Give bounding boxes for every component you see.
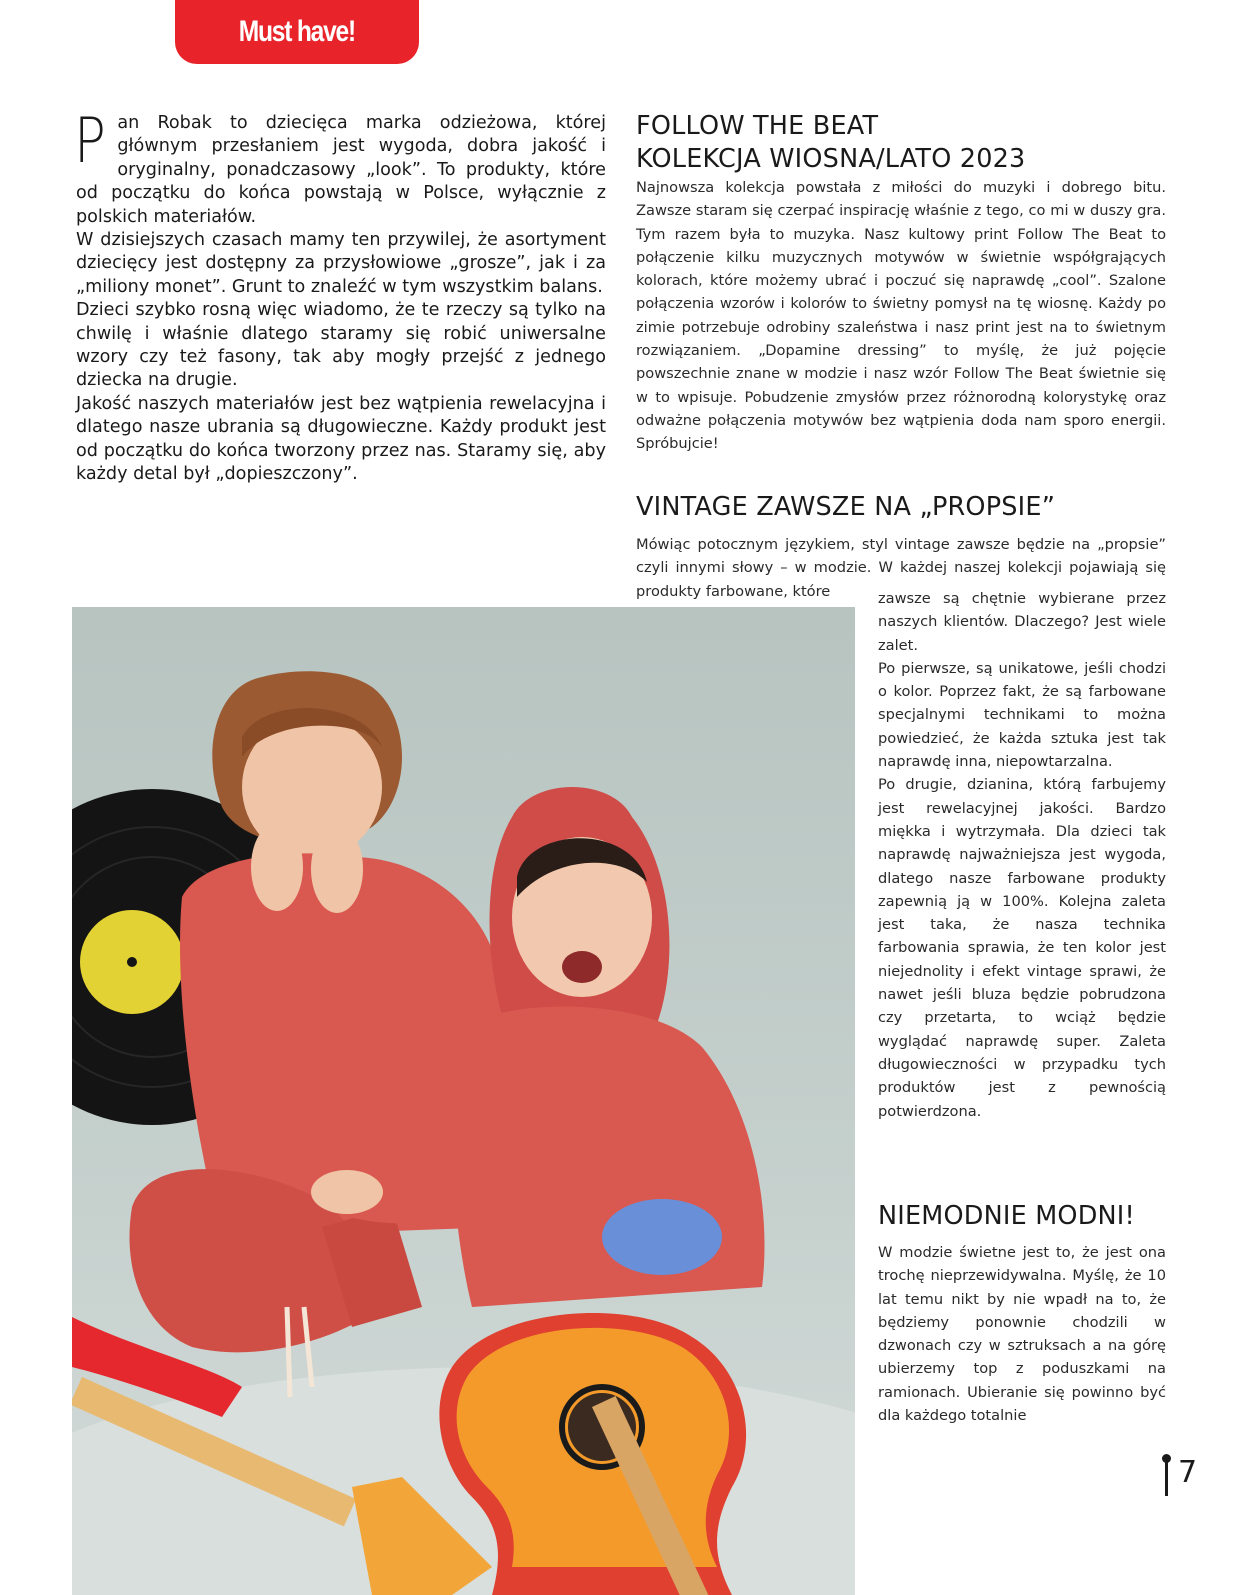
section-title: NIEMODNIE MODNI! xyxy=(878,1201,1135,1231)
left-child xyxy=(130,671,510,1397)
section-tab-label: Must have! xyxy=(238,15,356,48)
intro-column xyxy=(74,104,606,487)
intro-paragraph-3: Dzieci szybko rosną więc wiadomo, że te rzeczy są tylko na chwilę i właśnie dlatego staramy się robić uniwersalne wzory czy też fasony, tak aby mogły przejść z jednego dziecka na drugie. xyxy=(76,300,606,391)
section-niemodnie-modni xyxy=(878,1200,1166,1427)
section-tab-must-have xyxy=(175,0,419,64)
intro-paragraph-4: Jakość naszych materiałów jest bez wątpienia rewelacyjna i dlatego nasze ubrania są długowieczne. Każdy produkt jest od początku do końca tworzony przez nas. Staramy się, aby każdy detal był „dopieszczony”. xyxy=(76,393,606,485)
section-title-line-2: KOLEKCJA WIOSNA/LATO 2023 xyxy=(636,144,1026,174)
section-follow-the-beat xyxy=(636,110,1166,456)
page-number xyxy=(1165,1456,1197,1496)
section-title-line-1: FOLLOW THE BEAT xyxy=(636,111,879,141)
page-number-rule xyxy=(1165,1456,1168,1496)
section-body-wide: Mówiąc potocznym językiem, styl vintage zawsze będzie na „propsie” czyli innymi słowy – w modzie. W każdej naszej kolekcji pojawiają się produkty farbowane, które xyxy=(636,536,1166,600)
kids-photo-illustration xyxy=(72,607,855,1595)
section-body: W modzie świetne jest to, że jest ona trochę nieprzewidywalna. Myślę, że 10 lat temu nikt by nie wpadł na to, że będziemy ponownie chodzili w dzwonach czy w sztruksach a na górę ubierzemy top z poduszkami na ramionach. Ubieranie się powinno być dla każdego totalnie xyxy=(878,1244,1166,1425)
section-body: Najnowsza kolekcja powstała z miłości do muzyki i dobrego bitu. Zawsze staram się czerpać inspirację właśnie z tego, co mi w duszy gra. Tym razem była to muzyka. Nasz kultowy print Follow The Beat to połączenie kilku muzycznych motywów w świetnie współgrających kolorach, które możemy ubrać i poczuć się naprawdę „cool”. Szalone połączenia wzorów i kolorów to świetny pomysł na tę wiosnę. Każdy po zimie potrzebuje odrobiny szaleństwa i nasz print jest na to świetnym rozwiązaniem. „Dopamine dressing” to myślę, że już pojęcie powszechnie znane w modzie i nasz wzór Follow The Beat świetnie się w to wpisuje. Pobudzenie zmysłów przez różnorodną kolorystykę oraz odważne połączenia motywów bez wątpienia doda nam sporo energii. Spróbujcie! xyxy=(636,179,1166,453)
section-vintage-continued xyxy=(878,587,1166,1123)
vintage-paragraph-2: Po pierwsze, są unikatowe, jeśli chodzi o kolor. Poprzez fakt, że są farbowane specjalnymi technikami to można powiedzieć, że każda sztuka jest tak naprawdę inna, niepowtarzalna. xyxy=(878,659,1166,771)
page-number-text: 7 xyxy=(1178,1455,1198,1490)
vintage-paragraph-3: Po drugie, dzianina, którą farbujemy jest rewelacyjnej jakości. Bardzo miękka i wytrzymała. Dla dzieci tak naprawdę najważniejsza jest wygoda, dlatego nasze farbowane produkty zapewnią ją w 100%. Kolejna zaleta jest taka, że nasza technika farbowania sprawia, że ten kolor jest niejednolity i efekt vintage sprawi, że nawet jeśli bluza będzie pobrudzona czy przetarta, to wciąż będzie wyglądać naprawdę super. Zaleta długowieczności w przypadku tych produktów jest z pewnością potwierdzona. xyxy=(878,776,1166,1120)
vintage-paragraph-1: zawsze są chętnie wybierane przez naszych klientów. Dlaczego? Jest wiele zalet. xyxy=(878,590,1166,654)
intro-paragraph-1: Pan Robak to dziecięca marka odzieżowa, której głównym przesłaniem jest wygoda, dobra jakość i oryginalny, ponadczasowy „look”. To produkty, które od początku do końca powstają w Polsce, wyłącznie z polskich materiałów. xyxy=(74,104,606,227)
section-title: VINTAGE ZAWSZE NA „PROPSIE” xyxy=(636,492,1056,522)
drop-cap: P xyxy=(74,104,106,177)
intro-paragraph-2: W dzisiejszych czasach mamy ten przywilej, że asortyment dziecięcy jest dostępny za przysłowiowe „grosze”, jak i za „miliony monet”. Grunt to znaleźć w tym wszystkim balans. xyxy=(76,230,606,297)
kids-photo xyxy=(72,607,855,1595)
